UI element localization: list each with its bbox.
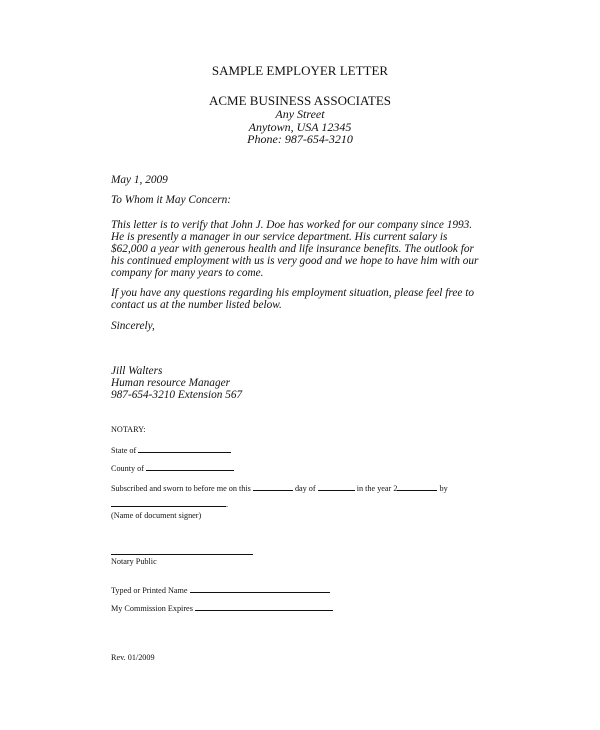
para1-line: company for many years to come. <box>111 267 264 279</box>
signer-title: Human resource Manager <box>111 377 231 389</box>
typed-name-field <box>111 584 330 595</box>
county-blank <box>146 462 234 471</box>
revision-label: Rev. 01/2009 <box>111 653 155 662</box>
subscribed-label: Subscribed and sworn to before me on this <box>111 484 251 493</box>
notary-heading: NOTARY: <box>111 425 146 434</box>
typed-name-label: Typed or Printed Name <box>111 586 188 595</box>
subscribed-line <box>111 482 448 493</box>
commission-blank <box>195 602 333 611</box>
signer-blank <box>111 498 226 507</box>
commission-label: My Commission Expires <box>111 604 193 613</box>
para2-line: If you have any questions regarding his employment situation, please feel free to <box>111 287 474 299</box>
notary-public-label: Notary Public <box>111 557 157 566</box>
by-label: by <box>439 484 448 493</box>
state-field <box>111 444 231 455</box>
commission-field <box>111 602 333 613</box>
year-label: in the year 2 <box>356 484 398 493</box>
closing: Sincerely, <box>111 320 155 332</box>
company-phone: Phone: 987-654-3210 <box>247 132 353 146</box>
para1-line: his continued employment with us is very good and we hope to have him with our <box>111 255 479 267</box>
day-of-label: day of <box>294 484 316 493</box>
name-signer-label: (Name of document signer) <box>111 511 202 520</box>
county-field <box>111 462 234 473</box>
notary-signature-line <box>111 554 253 555</box>
company-city: Anytown, USA 12345 <box>248 120 352 134</box>
state-label: State of <box>111 446 137 455</box>
para1-line: This letter is to verify that John J. Doe has worked for our company since 1993. <box>111 219 473 231</box>
letter-title: SAMPLE EMPLOYER LETTER <box>211 63 389 78</box>
state-blank <box>138 444 231 453</box>
para2-line: contact us at the number listed below. <box>111 299 282 311</box>
month-blank <box>318 482 355 491</box>
signer-name: Jill Walters <box>111 365 163 377</box>
county-label: County of <box>111 464 144 473</box>
typed-name-blank <box>190 584 330 593</box>
signer-blank-line: . <box>111 498 228 509</box>
year-blank <box>397 482 437 491</box>
para1-line: $62,000 a year with generous health and life insurance benefits. The outlook for <box>111 243 474 255</box>
letter-date: May 1, 2009 <box>111 174 168 186</box>
day-blank <box>253 482 293 491</box>
company-street: Any Street <box>275 107 325 121</box>
company-name: ACME BUSINESS ASSOCIATES <box>208 93 392 108</box>
salutation: To Whom it May Concern: <box>111 194 232 206</box>
para1-line: He is presently a manager in our service department. His current salary is <box>111 231 448 243</box>
signer-phone: 987-654-3210 Extension 567 <box>111 389 243 401</box>
